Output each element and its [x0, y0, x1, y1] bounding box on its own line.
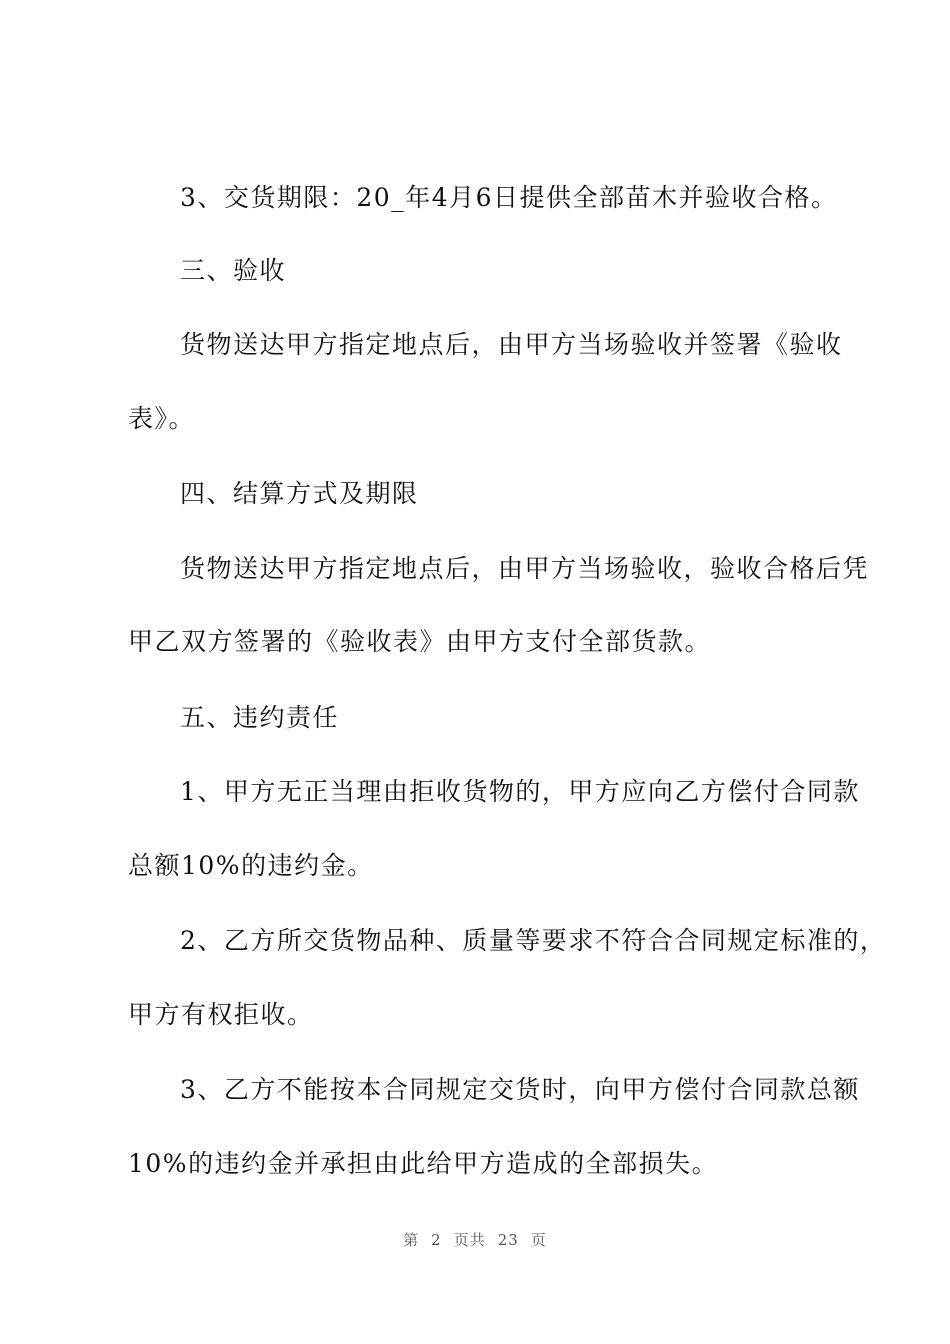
breach-clause-2-line-1: 2、乙方所交货物品种、质量等要求不符合合同规定标准的，	[180, 926, 887, 955]
section-heading-acceptance: 三、验收	[180, 256, 287, 285]
breach-clause-3-line-1: 3、乙方不能按本合同规定交货时，向甲方偿付合同款总额	[180, 1075, 860, 1104]
breach-clause-1-line-2: 总额10%的违约金。	[128, 851, 374, 880]
breach-clause-1-line-1: 1、甲方无正当理由拒收货物的，甲方应向乙方偿付合同款	[180, 777, 860, 806]
footer-current-page: 2	[431, 1231, 442, 1249]
footer-suffix: 页	[530, 1231, 547, 1249]
clause-3-delivery-deadline: 3、交货期限：20_年4月6日提供全部苗木并验收合格。	[180, 183, 838, 212]
footer-total-pages: 23	[497, 1231, 519, 1249]
section-heading-breach: 五、违约责任	[180, 703, 340, 732]
acceptance-paragraph-line-1: 货物送达甲方指定地点后，由甲方当场验收并签署《验收	[180, 330, 843, 359]
breach-clause-3-line-2: 10%的违约金并承担由此给甲方造成的全部损失。	[128, 1149, 719, 1178]
settlement-paragraph-line-1: 货物送达甲方指定地点后，由甲方当场验收，验收合格后凭	[180, 554, 870, 583]
acceptance-paragraph-line-2: 表》。	[128, 404, 196, 433]
settlement-paragraph-line-2: 甲乙双方签署的《验收表》由甲方支付全部货款。	[128, 627, 712, 656]
section-heading-settlement: 四、结算方式及期限	[180, 479, 419, 508]
footer-prefix: 第	[403, 1231, 420, 1249]
footer-middle: 页共	[453, 1231, 486, 1249]
page-footer	[0, 1229, 950, 1250]
breach-clause-2-line-2: 甲方有权拒收。	[128, 1000, 314, 1029]
